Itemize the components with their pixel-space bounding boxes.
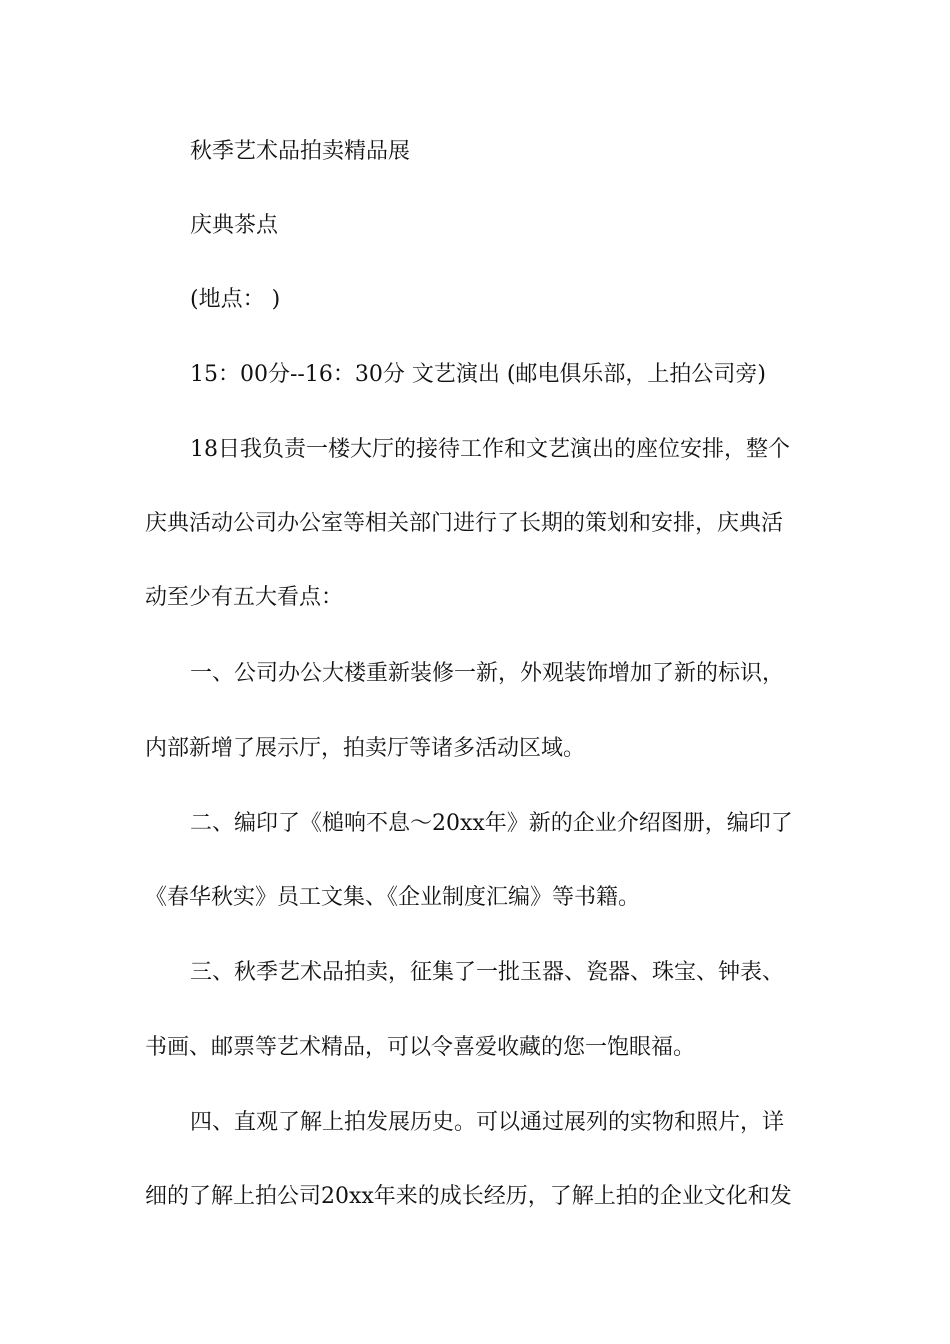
text-line: 《春华秋实》员工文集、《企业制度汇编》等书籍。 — [145, 885, 641, 910]
text-line: 一、公司办公大楼重新装修一新，外观装饰增加了新的标识， — [190, 661, 785, 686]
text-line: 细的了解上拍公司20xx年来的成长经历，了解上拍的企业文化和发 — [145, 1184, 792, 1209]
text-line: 庆典茶点 — [190, 213, 279, 238]
text-line: 二、编印了《槌响不息～20xx年》新的企业介绍图册，编印了 — [190, 811, 793, 836]
text-line: 18日我负责一楼大厅的接待工作和文艺演出的座位安排，整个 — [190, 437, 790, 462]
text-line: 秋季艺术品拍卖精品展 — [190, 139, 411, 164]
text-line: 四、直观了解上拍发展历史。可以通过展列的实物和照片，详 — [190, 1110, 785, 1135]
text-line: (地点： ) — [190, 287, 281, 312]
text-line: 内部新增了展示厅，拍卖厅等诸多活动区域。 — [145, 736, 586, 761]
text-line: 书画、邮票等艺术精品，可以令喜爱收藏的您一饱眼福。 — [145, 1035, 696, 1060]
text-line: 三、秋季艺术品拍卖，征集了一批玉器、瓷器、珠宝、钟表、 — [190, 960, 785, 985]
text-line: 庆典活动公司办公室等相关部门进行了长期的策划和安排，庆典活 — [145, 511, 784, 536]
text-line: 动至少有五大看点： — [145, 585, 344, 610]
text-line: 15：00分--16：30分 文艺演出 (邮电俱乐部，上拍公司旁) — [190, 362, 766, 387]
